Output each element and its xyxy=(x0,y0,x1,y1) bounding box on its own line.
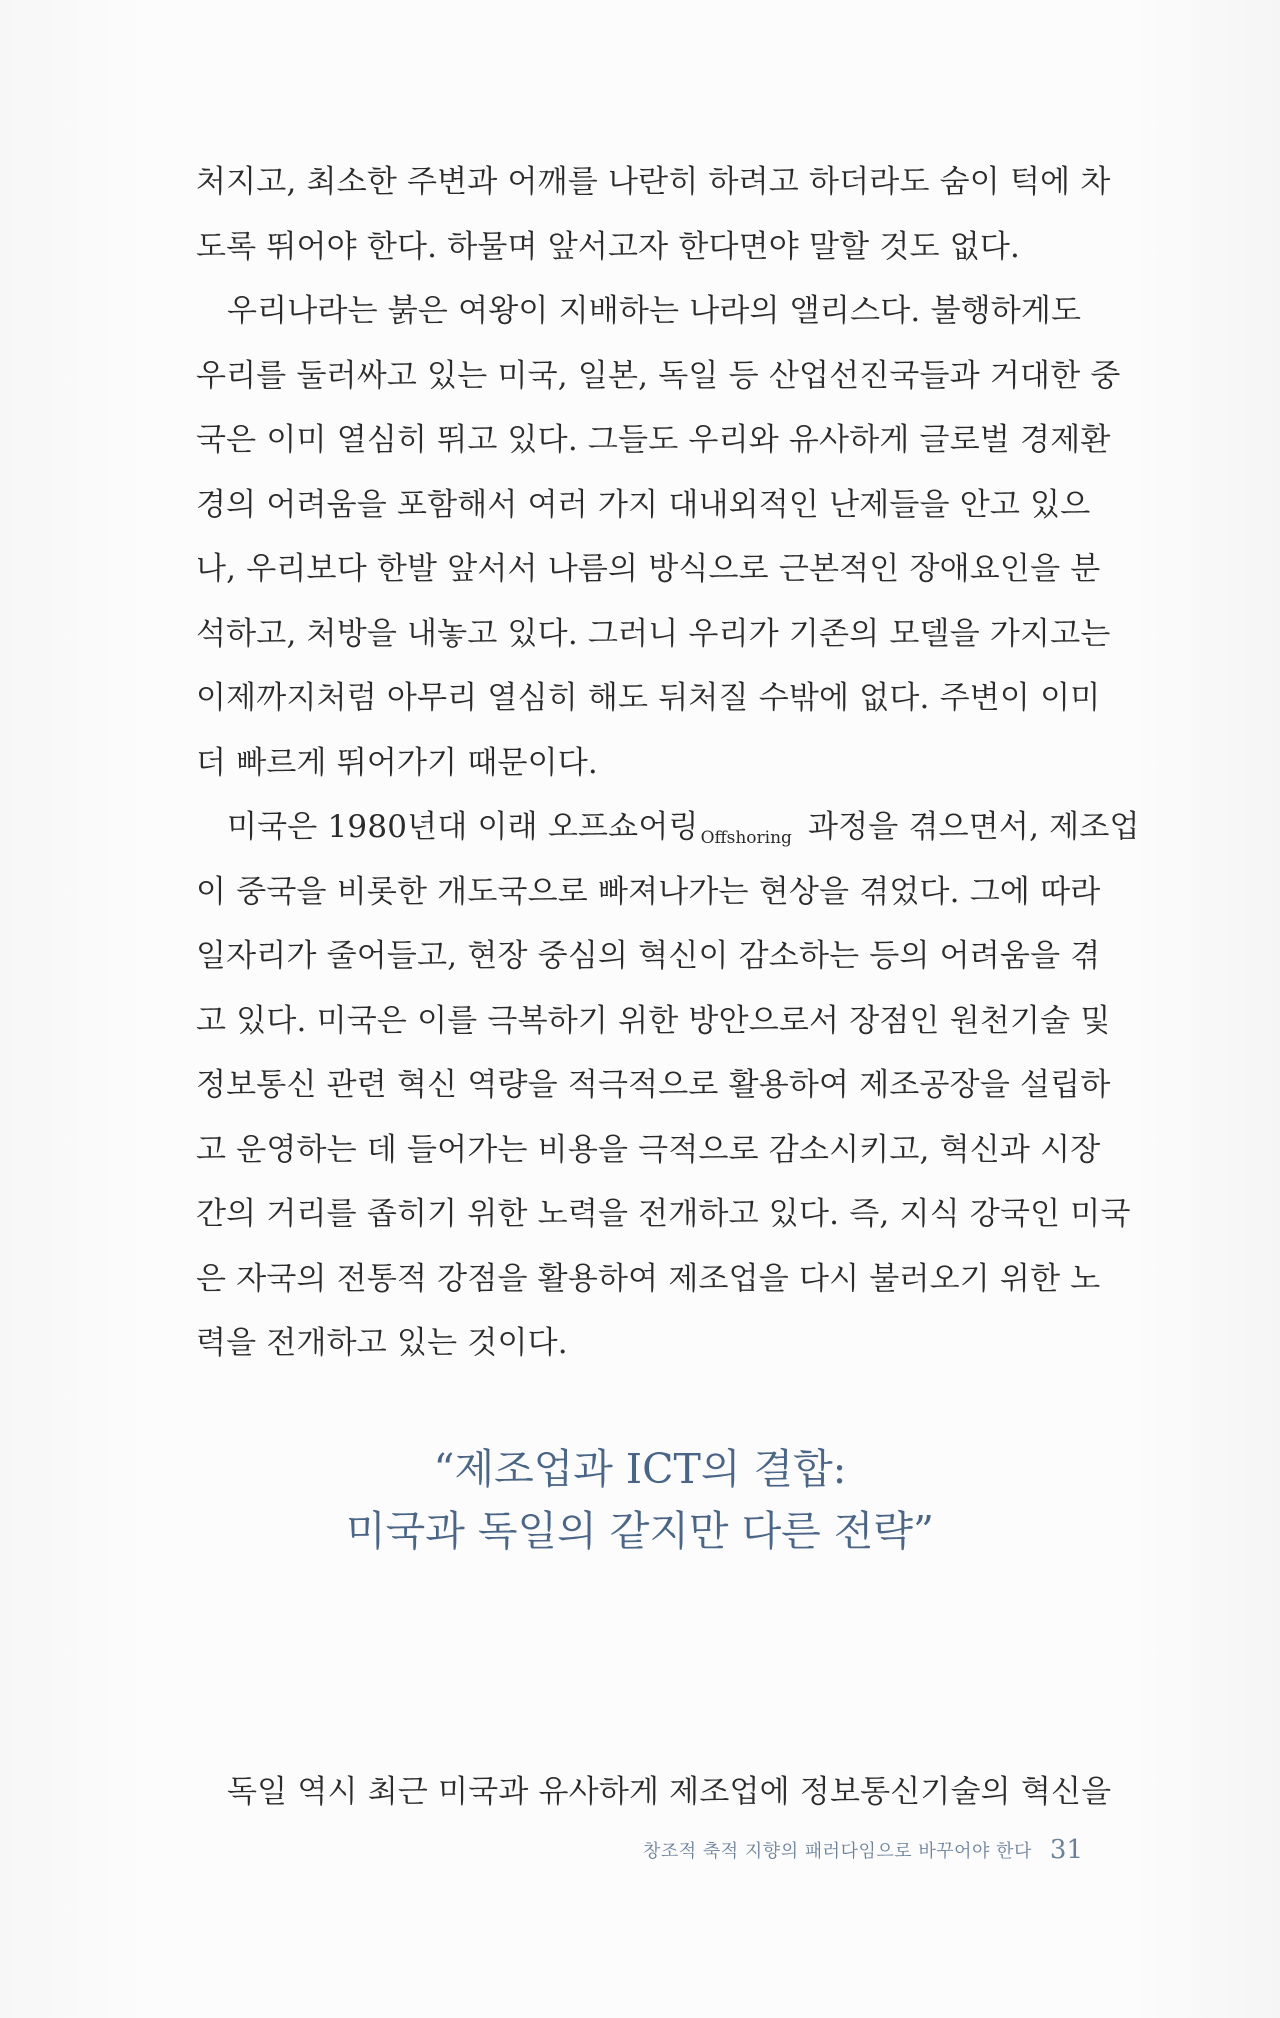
page-number: 31 xyxy=(1049,1835,1083,1865)
text-line: 더 빠르게 뛰어가기 때문이다. xyxy=(196,744,598,781)
text-line: 나, 우리보다 한발 앞서서 나름의 방식으로 근본적인 장애요인을 분 xyxy=(196,551,1101,587)
section-heading-line-2: 미국과 독일의 같지만 다른 전략” xyxy=(346,1507,934,1555)
text-line-offshoring xyxy=(196,795,1140,860)
text-line: 이제까지처럼 아무리 열심히 해도 뒤처질 수밖에 없다. 주변이 이미 xyxy=(196,680,1101,716)
offshoring-after: 과정을 겪으면서, 제조업 xyxy=(797,809,1140,845)
text-line: 국은 이미 열심히 뛰고 있다. 그들도 우리와 유사하게 글로벌 경제환 xyxy=(196,422,1111,458)
section-heading xyxy=(0,1438,1280,1562)
text-line: 력을 전개하고 있는 것이다. xyxy=(196,1325,568,1361)
text-line: 일자리가 줄어들고, 현장 중심의 혁신이 감소하는 등의 어려움을 겪 xyxy=(196,938,1101,974)
running-title: 창조적 축적 지향의 패러다임으로 바꾸어야 한다 xyxy=(643,1841,1032,1862)
text-line: 정보통신 관련 혁신 역량을 적극적으로 활용하여 제조공장을 설립하 xyxy=(196,1067,1111,1103)
text-line: 독일 역시 최근 미국과 유사하게 제조업에 정보통신기술의 혁신을 xyxy=(227,1774,1112,1810)
text-line: 경의 어려움을 포함해서 여러 가지 대내외적인 난제들을 안고 있으 xyxy=(196,486,1091,523)
text-line: 이 중국을 비롯한 개도국으로 빠져나가는 현상을 겪었다. 그에 따라 xyxy=(196,873,1101,910)
text-line: 도록 뛰어야 한다. 하물며 앞서고자 한다면야 말할 것도 없다. xyxy=(196,228,1021,265)
text-line: 고 있다. 미국은 이를 극복하기 위한 방안으로서 장점인 원천기술 및 xyxy=(196,1002,1111,1039)
offshoring-before: 미국은 1980년대 이래 오프쇼어링 xyxy=(227,809,699,845)
section-heading-line-1: “제조업과 ICT의 결합: xyxy=(433,1445,847,1493)
page-footer xyxy=(0,1835,1083,1865)
text-line: 처지고, 최소한 주변과 어깨를 나란히 하려고 하더라도 숨이 턱에 차 xyxy=(196,164,1111,200)
body-text-upper xyxy=(196,150,1140,1376)
text-line: 우리를 둘러싸고 있는 미국, 일본, 독일 등 산업선진국들과 거대한 중 xyxy=(196,357,1121,394)
text-line: 은 자국의 전통적 강점을 활용하여 제조업을 다시 불러오기 위한 노 xyxy=(196,1260,1101,1297)
body-text-lower xyxy=(196,1760,1112,1825)
text-line: 고 운영하는 데 들어가는 비용을 극적으로 감소시키고, 혁신과 시장 xyxy=(196,1131,1101,1168)
offshoring-subscript: Offshoring xyxy=(700,828,792,848)
text-line: 우리나라는 붉은 여왕이 지배하는 나라의 앨리스다. 불행하게도 xyxy=(227,293,1082,329)
text-line: 간의 거리를 좁히기 위한 노력을 전개하고 있다. 즉, 지식 강국인 미국 xyxy=(196,1196,1131,1232)
text-line: 석하고, 처방을 내놓고 있다. 그러니 우리가 기존의 모델을 가지고는 xyxy=(196,615,1111,652)
